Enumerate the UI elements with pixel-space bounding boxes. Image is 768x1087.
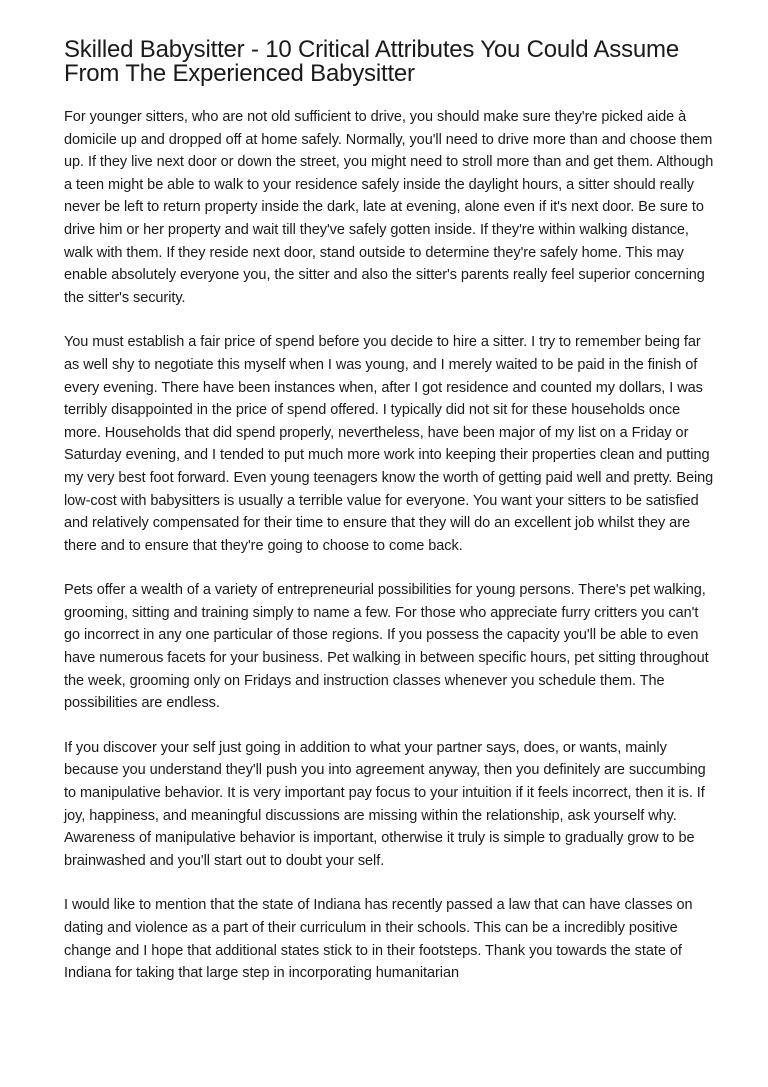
paragraph-indiana-law: I would like to mention that the state of Indiana has recently passed a law that can have classes on dating and violence as a part of their curriculum in their schools. This can be a incredibly positive change and I hope that additional states stick to in their footsteps. Thank you towards the state of Indiana for taking that large step in incorporating humanitarian (64, 897, 693, 982)
paragraph-pet-business: Pets offer a wealth of a variety of entrepreneurial possibilities for young persons. There's pet walking, grooming, sitting and training simply to name a few. For those who appreciate furry critters you can't go incorrect in any one particular of those regions. If you possess the capacity you'll be able to even have numerous facets for your business. Pet walking in between specific hours, pet sitting throughout the week, grooming only on Fridays and instruction classes whenever you schedule them. The possibilities are endless. (64, 582, 709, 712)
document-title: Skilled Babysitter - 10 Critical Attributes You Could Assume From The Experienced Babysitter (64, 36, 679, 87)
paragraph-manipulative-behavior: If you discover your self just going in addition to what your partner says, does, or wants, mainly because you understand they'll push you into agreement anyway, then you definitely are succumbing to manipulative behavior. It is very important pay focus to your intuition if it feels incorrect, then it is. If joy, happiness, and meaningful discussions are missing within the relationship, ask yourself why. Awareness of manipulative behavior is important, otherwise it truly is simple to gradually grow to be brainwashed and you'll start out to doubt your self. (64, 739, 706, 869)
paragraph-pickup-safety: For younger sitters, who are not old sufficient to drive, you should make sure they're picked aide à domicile up and dropped off at home safely. Normally, you'll need to drive more than and choose them up. If they live next door or down the street, you might need to stroll more than and get them. Although a teen might be able to walk to your residence safely inside the daylight hours, a sitter should really never be left to return property inside the dark, late at evening, alone even if it's next door. Be sure to drive him or her property and wait till they've safely gotten inside. If they're within walking distance, walk with them. If they reside next door, stand outside to determine they're safely home. This may enable absolutely everyone you, the sitter and also the sitter's parents really feel superior concerning the sitter's security. (64, 109, 714, 306)
paragraph-pay-rate: You must establish a fair price of spend before you decide to hire a sitter. I try to remember being far as well shy to negotiate this myself when I was young, and I merely waited to be paid in the finish of every evening. There have been instances when, after I got residence and counted my dollars, I was terribly disappointed in the price of spend offered. I typically did not sit for these households once more. Households that did spend properly, nevertheless, have been major of my list on a Friday or Saturday evening, and I tended to put much more work into keeping their properties clean and putting my very best foot forward. Even young teenagers know the worth of getting paid well and pretty. Being low-cost with babysitters is usually a terrible value for everyone. You want your sitters to be satisfied and relatively compensated for their time to ensure that they will do an excellent job whilst they are there and to ensure that they're going to choose to come back. (64, 334, 714, 554)
